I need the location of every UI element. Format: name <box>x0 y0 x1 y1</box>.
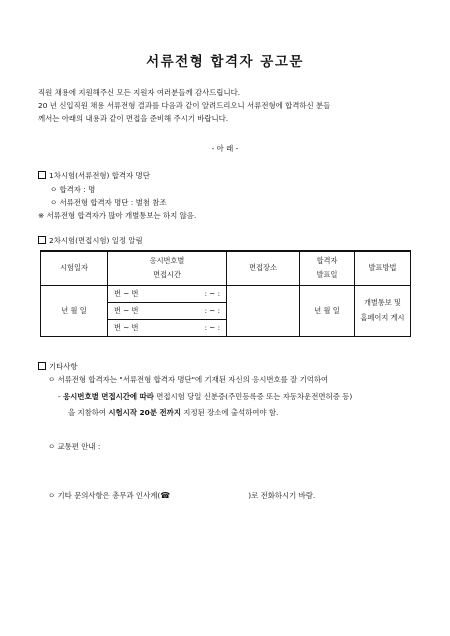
cell-announce-date: 년 월 일 <box>300 285 355 336</box>
header-date: 시험일자 <box>41 251 108 285</box>
contact-info: ㅇ 기타 문의사항은 총무과 인사계(☎ )로 전화하시기 바람. <box>48 491 316 500</box>
cell-exam-slot: 번 ~ 번 : ~ : <box>108 319 227 336</box>
intro-line-2: 20 년 신입직원 채용 서류전형 결과를 다음과 같이 알려드리오니 서류전형에 합격하신 분들 <box>38 101 331 110</box>
intro-line-1: 직원 채용에 지원해주신 모든 지원자 여러분들께 감사드립니다. <box>38 88 241 97</box>
intro-line-3: 께서는 아래의 내용과 같이 면접을 준비해 주시기 바랍니다. <box>38 114 229 123</box>
phone-icon: ☎ <box>160 491 171 500</box>
header-announce-date: 합격자 발표일 <box>300 251 355 285</box>
section1-item-list: ㅇ 서류전형 합격자 명단 : 별첨 참조 <box>50 198 167 207</box>
header-exam-number: 응시번호별 면접시간 <box>108 251 227 285</box>
table-header-row <box>41 251 411 285</box>
checkbox-square-icon <box>38 236 46 244</box>
cell-exam-date: 년 월 일 <box>41 285 108 336</box>
separator-label: - 아 래 - <box>211 144 239 153</box>
traffic-info: ㅇ 교통편 안내 : <box>48 442 101 451</box>
section3-item-2: - 응시번호별 면접시간에 따라 면접시험 당일 신분증(주민등록증 또는 자동차운전면허증 등) <box>58 392 353 401</box>
cell-place <box>227 285 300 336</box>
header-place: 면접장소 <box>227 251 300 285</box>
section3-heading: 기타사항 <box>38 362 78 372</box>
header-method: 발표방법 <box>355 251 411 285</box>
section3-item-1: ㅇ 서류전형 합격자는 "서류전형 합격자 명단"에 기재된 자신의 응시번호를 잘 기억하여 <box>48 375 329 384</box>
page-title: 서류전형 합격자 공고문 <box>146 54 304 70</box>
cell-method: 개별통보 및 홈페이지 게시 <box>355 285 411 336</box>
table-row <box>41 285 411 302</box>
section1-note: ※ 서류전형 합격자가 많아 개별통보는 하지 않음. <box>38 211 197 220</box>
section1-heading: 1차시험(서류전형) 합격자 명단 <box>38 171 150 181</box>
section3-item-3: 을 지참하여 시험시작 20분 전까지 지정된 장소에 출석하여야 함. <box>68 408 279 417</box>
interview-schedule-table <box>40 250 411 337</box>
cell-exam-slot: 번 ~ 번 : ~ : <box>108 285 227 302</box>
section2-heading: 2차시험(면접시험) 일정 알림 <box>38 236 143 246</box>
section1-item-count: ㅇ 합격자 : 명 <box>50 185 96 194</box>
checkbox-square-icon <box>38 171 46 179</box>
cell-exam-slot: 번 ~ 번 : ~ : <box>108 302 227 319</box>
checkbox-square-icon <box>38 362 46 370</box>
